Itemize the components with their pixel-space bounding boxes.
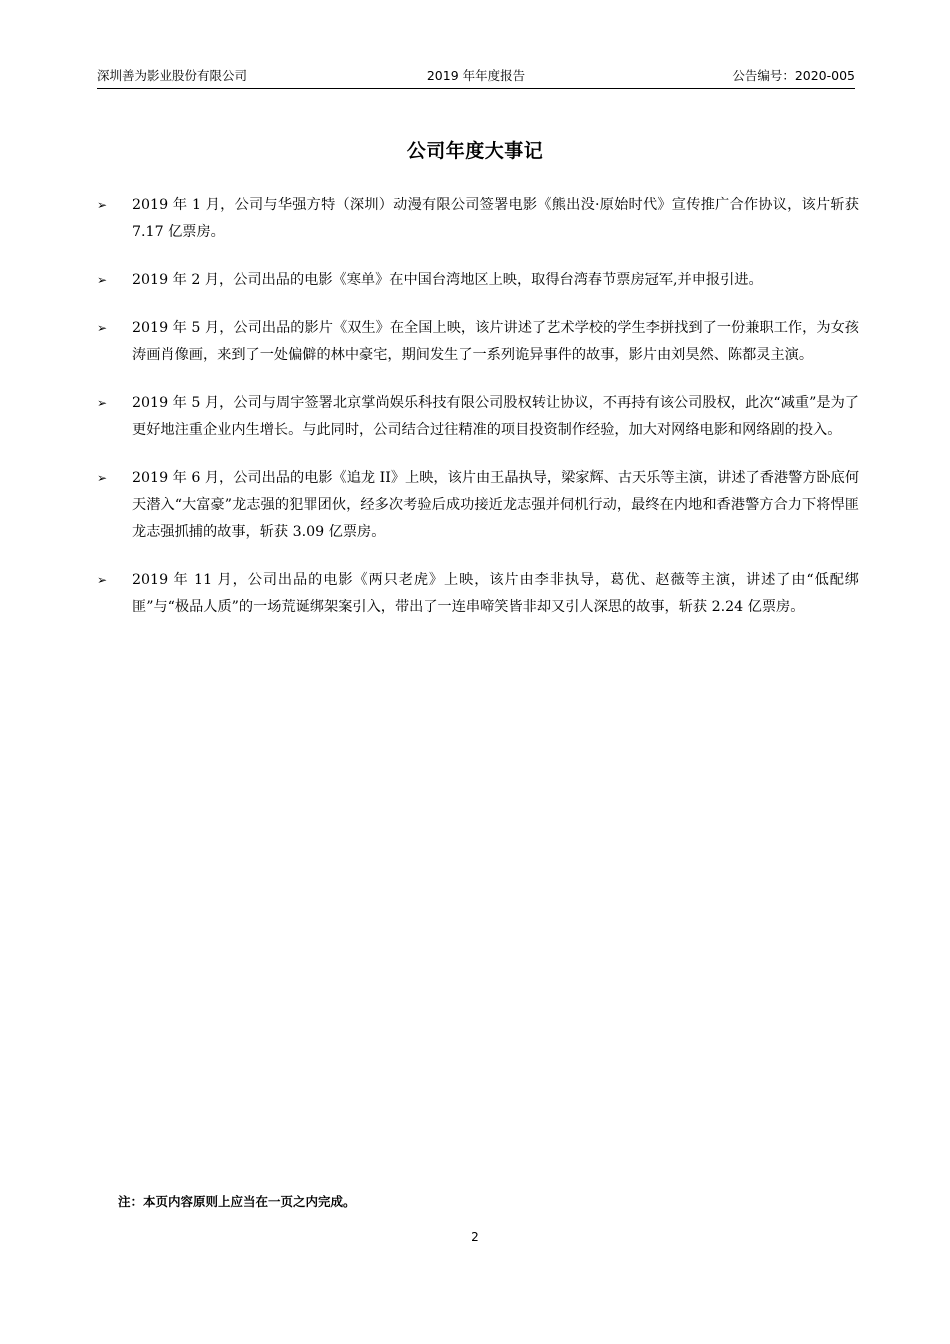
arrow-bullet-icon: ➢ (97, 198, 108, 212)
header-announcement-number: 公告编号：2020-005 (732, 68, 855, 83)
event-text: 2019 年 6 月，公司出品的电影《追龙 II》上映，该片由王晶执导，梁家辉、古天乐等主演，讲述了香港警方卧底何天潜入“大富豪”龙志强的犯罪团伙，经多次考验后成功接近龙志强并伺机行动，最终在内地和香港警方合力下将悍匪龙志强抓捕的故事，斩获 3.09 亿票房。 (132, 470, 860, 540)
header-report-title: 2019 年年度报告 (426, 68, 526, 83)
arrow-bullet-icon: ➢ (97, 321, 108, 335)
arrow-bullet-icon: ➢ (97, 573, 108, 587)
header-company-name: 深圳善为影业股份有限公司 (97, 68, 248, 83)
event-item (97, 567, 859, 621)
page-number: 2 (471, 1230, 479, 1244)
arrow-bullet-icon: ➢ (97, 396, 108, 410)
event-item (97, 465, 859, 546)
page-title: 公司年度大事记 (406, 140, 544, 162)
event-text: 2019 年 1 月，公司与华强方特（深圳）动漫有限公司签署电影《熊出没·原始时代》宣传推广合作协议，该片斩获 7.17 亿票房。 (132, 197, 859, 240)
arrow-bullet-icon: ➢ (97, 273, 108, 287)
event-item (97, 267, 859, 294)
event-text: 2019 年 5 月，公司与周宇签署北京掌尚娱乐科技有限公司股权转让协议，不再持有该公司股权，此次“减重”是为了更好地注重企业内生增长。与此同时，公司结合过往精准的项目投资制作经验，加大对网络电影和网络剧的投入。 (132, 395, 859, 438)
event-item (97, 192, 859, 246)
event-item (97, 315, 859, 369)
event-text: 2019 年 5 月，公司出品的影片《双生》在全国上映，该片讲述了艺术学校的学生李拼找到了一份兼职工作，为女孩涛画肖像画，来到了一处偏僻的林中豪宅，期间发生了一系列诡异事件的故事，影片由刘昊然、陈都灵主演。 (132, 320, 859, 363)
event-text: 2019 年 11 月，公司出品的电影《两只老虎》上映，该片由李非执导，葛优、赵薇等主演，讲述了由“低配绑匪”与“极品人质”的一场荒诞绑架案引入，带出了一连串啼笑皆非却又引人深思的故事，斩获 2.24 亿票房。 (132, 572, 859, 615)
events-list (97, 192, 859, 642)
arrow-bullet-icon: ➢ (97, 471, 108, 485)
footer-note: 注：本页内容原则上应当在一页之内完成。 (118, 1194, 356, 1209)
event-text: 2019 年 2 月，公司出品的电影《寒单》在中国台湾地区上映，取得台湾春节票房冠军,并申报引进。 (132, 272, 763, 288)
page-header (97, 66, 855, 89)
event-item (97, 390, 859, 444)
